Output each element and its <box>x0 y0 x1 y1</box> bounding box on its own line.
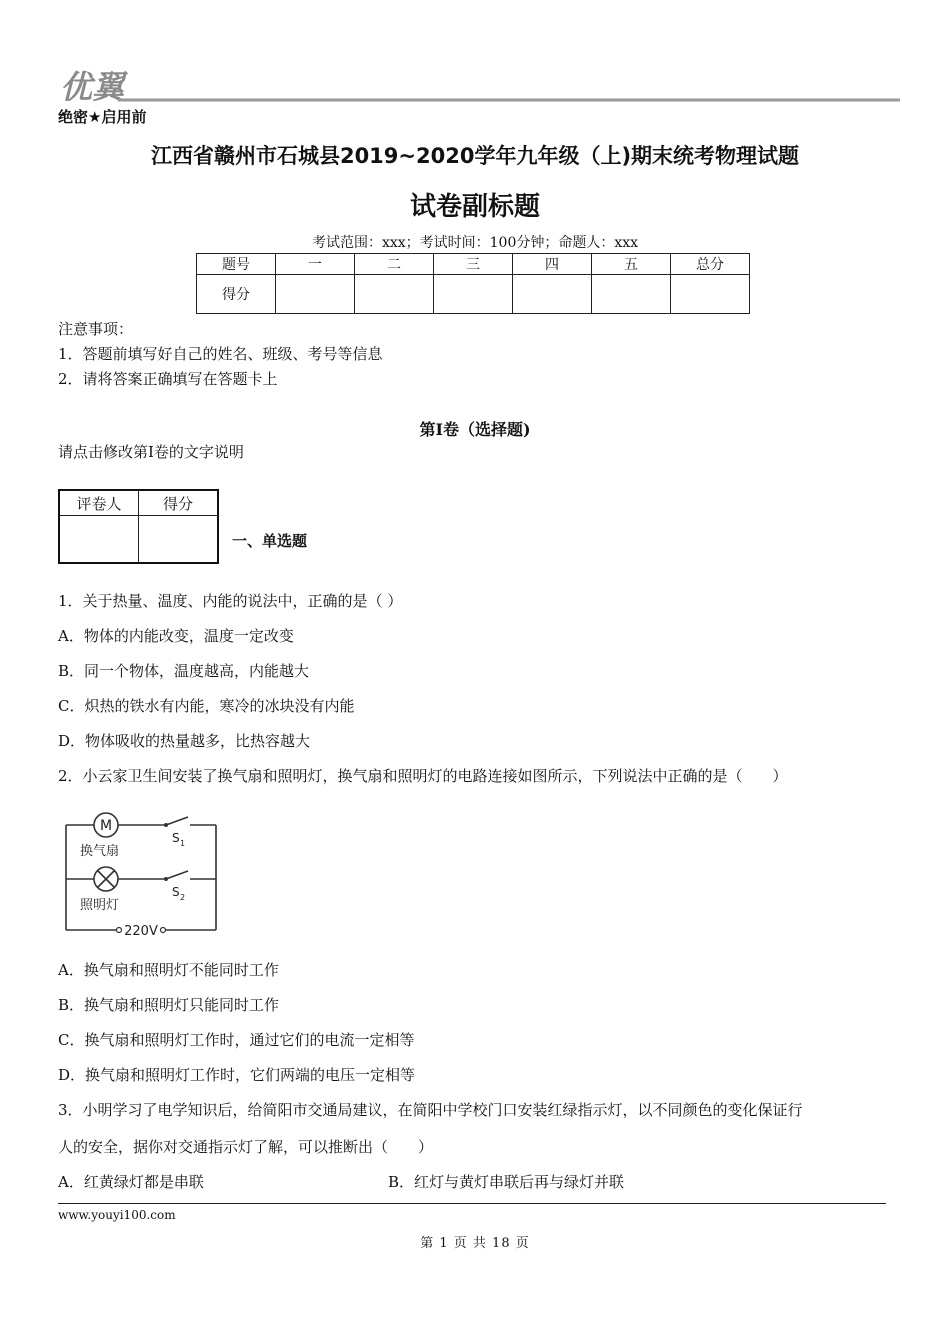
youyi-logo <box>58 66 900 106</box>
footer-rule <box>58 1203 886 1204</box>
note-item: 2．请将答案正确填写在答题卡上 <box>58 370 278 388</box>
voltage-label: 220V <box>124 924 158 939</box>
section-description: 请点击修改第I卷的文字说明 <box>58 443 244 461</box>
question-stem: 3．小明学习了电学知识后，给简阳市交通局建议，在简阳中学校门口安装红绿指示灯，以不同颜色的变化保证行 <box>58 1101 803 1119</box>
circuit-diagram <box>62 812 222 942</box>
switch-s2-label: S <box>172 885 180 899</box>
section-title: 第I卷（选择题) <box>419 420 531 439</box>
logo-text: 优翼 <box>60 68 125 106</box>
score-header-cell: 二 <box>355 254 434 275</box>
question-stem: 2．小云家卫生间安装了换气扇和照明灯，换气扇和照明灯的电路连接如图所示，下列说法中正确的是（ ） <box>58 767 788 785</box>
score-header-cell: 三 <box>434 254 513 275</box>
exam-subtitle: 试卷副标题 <box>409 192 540 222</box>
grader-cell <box>59 516 139 564</box>
question-option: A．红黄绿灯都是串联 <box>58 1173 204 1191</box>
grader-header-cell: 得分 <box>139 490 219 516</box>
question-type: 一、单选题 <box>232 532 308 550</box>
switch-s2-sub: 2 <box>180 893 186 902</box>
question-option: D．物体吸收的热量越多，比热容越大 <box>58 732 311 750</box>
score-header-cell: 四 <box>513 254 592 275</box>
question-option: B．换气扇和照明灯只能同时工作 <box>58 996 280 1014</box>
question-stem-continued: 人的安全，据你对交通指示灯了解，可以推断出（ ） <box>58 1138 434 1156</box>
note-item: 1．答题前填写好自己的姓名、班级、考号等信息 <box>58 345 383 363</box>
score-header-cell: 总分 <box>671 254 750 275</box>
switch-s2-blade <box>166 871 188 879</box>
question-stem: 1．关于热量、温度、内能的说法中，正确的是（ ） <box>58 592 403 610</box>
switch-s1-sub: 1 <box>180 839 186 848</box>
score-table <box>196 253 750 314</box>
footer-url: www.youyi100.com <box>58 1208 176 1222</box>
switch-s1-pivot <box>164 823 168 827</box>
exam-meta: 考试范围：xxx；考试时间：100分钟；命题人：xxx <box>311 235 639 251</box>
score-cell <box>513 275 592 314</box>
page-number: 第 1 页 共 18 页 <box>420 1236 530 1251</box>
terminal-left <box>117 928 122 933</box>
score-cell <box>276 275 355 314</box>
score-header-cell: 一 <box>276 254 355 275</box>
score-cell <box>434 275 513 314</box>
motor-symbol: M <box>99 818 113 834</box>
score-row-label: 得分 <box>197 275 276 314</box>
score-cell <box>671 275 750 314</box>
question-option: D．换气扇和照明灯工作时，它们两端的电压一定相等 <box>58 1066 416 1084</box>
question-option: C．炽热的铁水有内能，寒冷的冰块没有内能 <box>58 697 355 715</box>
score-cell <box>355 275 434 314</box>
switch-s2-pivot <box>164 877 168 881</box>
terminal-right <box>161 928 166 933</box>
notes-heading: 注意事项： <box>58 320 134 338</box>
question-option: B．同一个物体，温度越高，内能越大 <box>58 662 310 680</box>
question-option: B．红灯与黄灯串联后再与绿灯并联 <box>388 1173 625 1191</box>
score-cell <box>592 275 671 314</box>
question-option: C．换气扇和照明灯工作时，通过它们的电流一定相等 <box>58 1031 415 1049</box>
question-option: A．换气扇和照明灯不能同时工作 <box>58 961 279 979</box>
motor-label: 换气扇 <box>80 844 120 859</box>
score-header-cell: 题号 <box>197 254 276 275</box>
grader-header-cell: 评卷人 <box>59 490 139 516</box>
exam-title: 江西省赣州市石城县2019~2020学年九年级（上)期末统考物理试题 <box>150 144 800 168</box>
secret-label: 绝密★启用前 <box>58 108 147 126</box>
grader-table <box>58 489 219 564</box>
grader-cell <box>139 516 219 564</box>
score-header-cell: 五 <box>592 254 671 275</box>
switch-s1-label: S <box>172 831 180 845</box>
lamp-label: 照明灯 <box>80 898 120 913</box>
switch-s1-blade <box>166 817 188 825</box>
question-option: A．物体的内能改变，温度一定改变 <box>58 627 294 645</box>
